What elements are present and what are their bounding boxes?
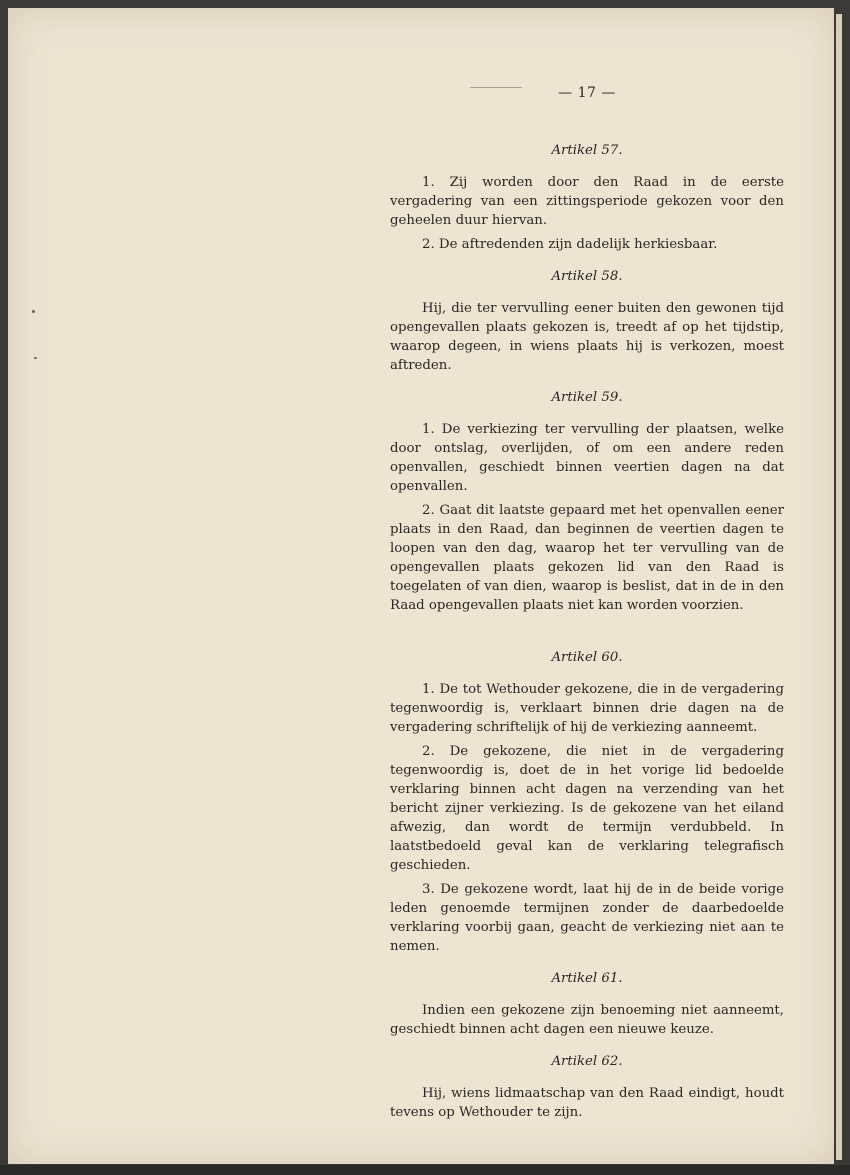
article-paragraph: 1. Zij worden door den Raad in de eerste vergadering van een zittingsperiode gekozen voor den geheelen duur hiervan. bbox=[390, 175, 784, 228]
article-title: Artikel 58. bbox=[551, 269, 623, 284]
article-paragraph: 2. De aftredenden zijn dadelijk herkiesbaar. bbox=[422, 237, 718, 252]
document-text bbox=[390, 84, 784, 1135]
article-62 bbox=[390, 1052, 784, 1122]
article-paragraph: 3. De gekozene wordt, laat hij de in de beide vorige leden genoemde termijnen zonder de daarbedoelde verklaring voorbij gaan, geacht de verkiezing niet aan te nemen. bbox=[390, 882, 784, 954]
article-paragraph: 2. De gekozene, die niet in de vergadering tegenwoordig is, doet de in het vorige lid bedoelde verklaring binnen acht dagen na verzending van het bericht zijner verkiezing. Is de gekozene van het eiland afwezig, dan wordt de termijn verdubbeld. In laatstbedoeld geval kan de verklaring telegrafisch geschieden. bbox=[390, 744, 784, 873]
page-edge bbox=[836, 14, 842, 1160]
scan-border bbox=[0, 1165, 850, 1175]
article-paragraph: Hij, die ter vervulling eener buiten den gewonen tijd opengevallen plaats gekozen is, treedt af op het tijdstip, waarop degeen, in wiens plaats hij is verkozen, moest aftreden. bbox=[390, 301, 784, 373]
article-paragraph: 2. Gaat dit laatste gepaard met het openvallen eener plaats in den Raad, dan beginnen de veertien dagen te loopen van den dag, waarop het ter vervulling van de opengevallen plaats gekozen lid van den Raad is toegelaten of van dien, waarop is beslist, dat in de in den Raad opengevallen plaats niet kan worden voorzien. bbox=[390, 503, 784, 613]
article-60 bbox=[390, 648, 784, 956]
ink-speck bbox=[34, 357, 37, 359]
article-57 bbox=[390, 141, 784, 254]
article-title: Artikel 61. bbox=[551, 971, 623, 986]
article-paragraph: 1. De verkiezing ter vervulling der plaatsen, welke door ontslag, overlijden, of om een andere reden openvallen, geschiedt binnen veertien dagen na dat openvallen. bbox=[390, 422, 784, 494]
spacer bbox=[390, 628, 784, 648]
article-59 bbox=[390, 388, 784, 615]
article-title: Artikel 59. bbox=[551, 390, 623, 405]
article-paragraph: Indien een gekozene zijn benoeming niet aanneemt, geschiedt binnen acht dagen een nieuwe keuze. bbox=[390, 1003, 784, 1037]
article-title: Artikel 62. bbox=[551, 1054, 623, 1069]
article-58 bbox=[390, 267, 784, 375]
article-paragraph: Hij, wiens lidmaatschap van den Raad eindigt, houdt tevens op Wethouder te zijn. bbox=[390, 1086, 784, 1120]
article-title: Artikel 60. bbox=[551, 650, 623, 665]
ink-speck bbox=[32, 310, 35, 313]
article-paragraph: 1. De tot Wethouder gekozene, die in de vergadering tegenwoordig is, verklaart binnen drie dagen na de vergadering schriftelijk of hij de verkiezing aanneemt. bbox=[390, 682, 784, 735]
article-61 bbox=[390, 969, 784, 1039]
page-number: — 17 — bbox=[558, 85, 616, 101]
article-title: Artikel 57. bbox=[551, 143, 623, 158]
